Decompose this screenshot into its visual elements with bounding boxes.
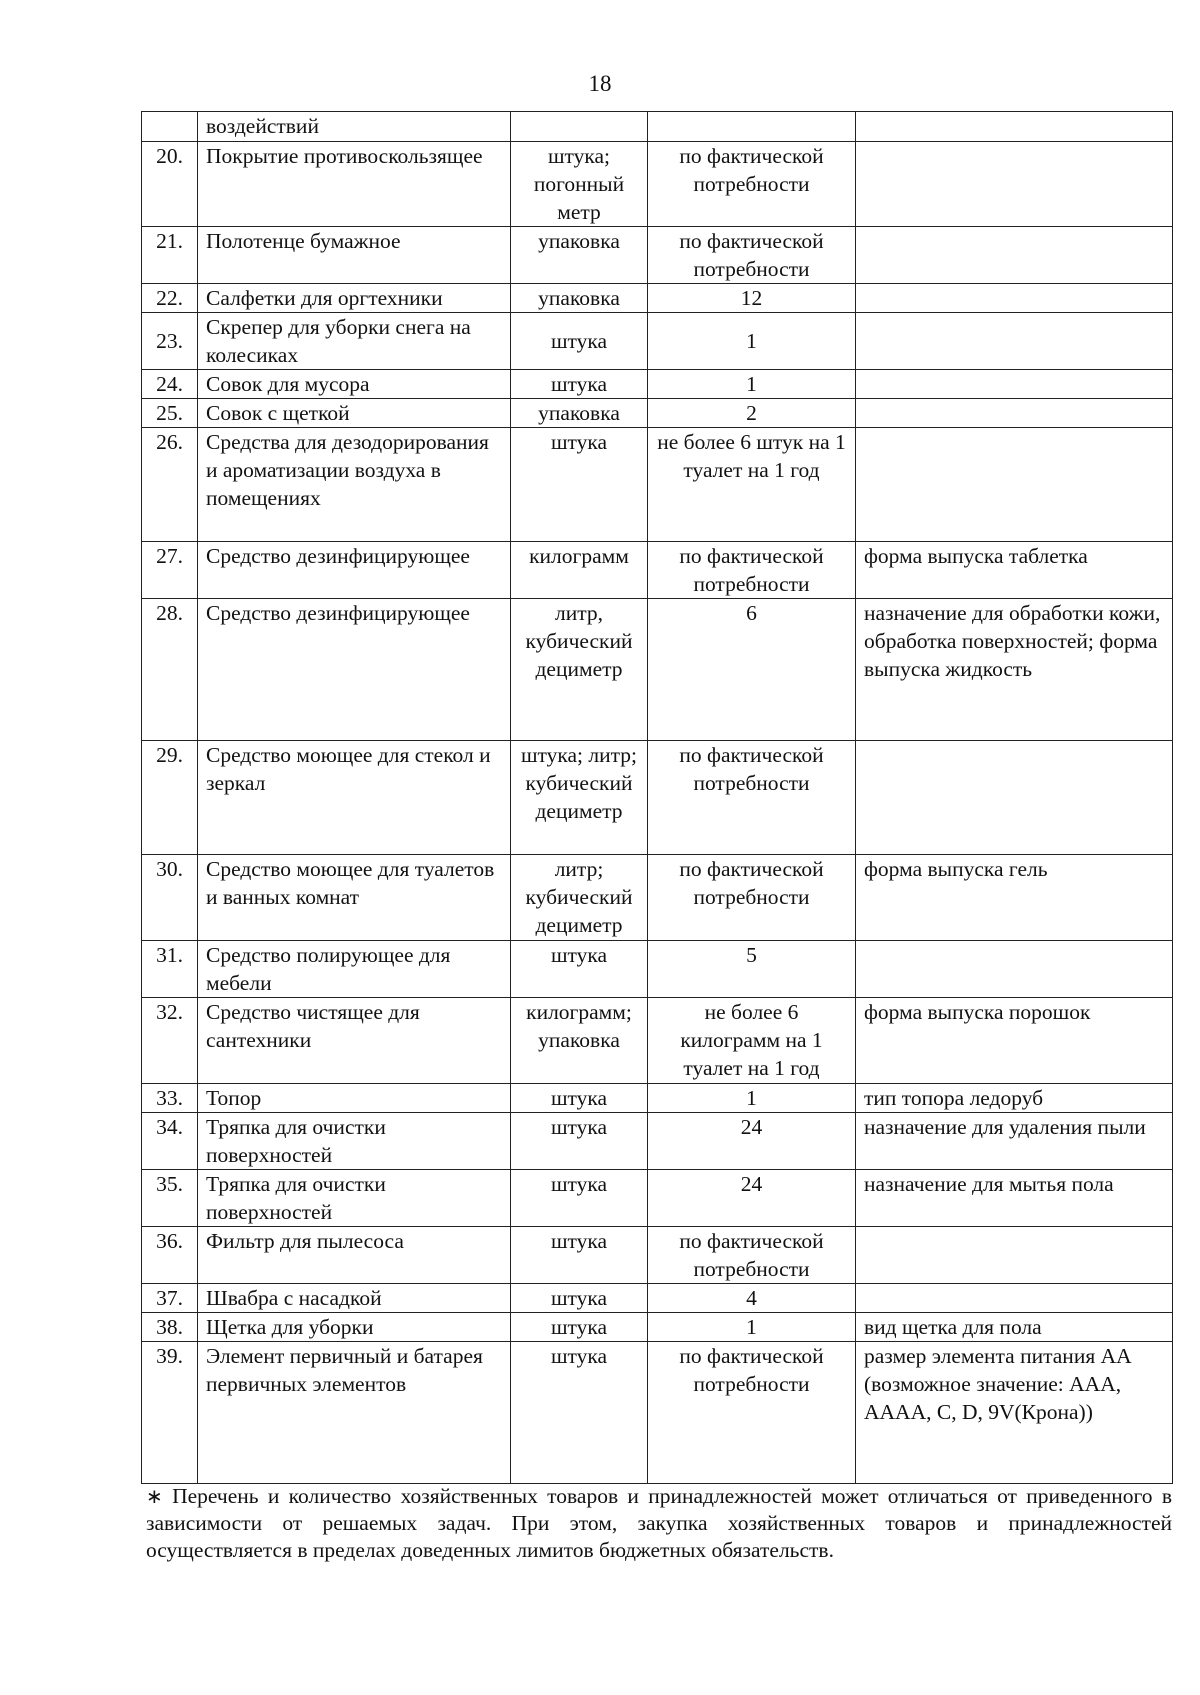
- item-name-cell: Средства для дезодорирования и ароматизации воздуха в помещениях: [198, 428, 511, 542]
- row-number-cell: 38.: [142, 1313, 198, 1342]
- unit-cell: килограмм; упаковка: [511, 998, 648, 1084]
- item-name-cell: Покрытие противоскользящее: [198, 142, 511, 227]
- characteristics-cell: назначение для мытья пола: [856, 1170, 1173, 1227]
- table-row: [142, 370, 1173, 399]
- unit-cell: литр, кубический дециметр: [511, 599, 648, 741]
- item-name-cell: Средство дезинфицирующее: [198, 542, 511, 599]
- unit-cell: штука: [511, 1170, 648, 1227]
- quantity-cell: не более 6 штук на 1 туалет на 1 год: [648, 428, 856, 542]
- unit-cell: штука: [511, 1084, 648, 1113]
- characteristics-cell: вид щетка для пола: [856, 1313, 1173, 1342]
- footnote: [146, 1483, 1172, 1564]
- table-row: [142, 1113, 1173, 1170]
- unit-cell: штука: [511, 428, 648, 542]
- quantity-cell: по фактической потребности: [648, 1342, 856, 1484]
- characteristics-cell: [856, 112, 1173, 142]
- characteristics-cell: [856, 284, 1173, 313]
- table-row: [142, 1342, 1173, 1484]
- quantity-cell: по фактической потребности: [648, 855, 856, 941]
- unit-cell: литр; кубический дециметр: [511, 855, 648, 941]
- table-row: [142, 399, 1173, 428]
- footnote-text: Перечень и количество хозяйственных товаров и принадлежностей может отличаться от приведенного в зависимости от решаемых задач. При этом, закупка хозяйственных товаров и принадлежностей осуществляется в пределах доведенных лимитов бюджетных обязательств.: [146, 1484, 1172, 1562]
- row-number-cell: 31.: [142, 941, 198, 998]
- item-name-cell: Щетка для уборки: [198, 1313, 511, 1342]
- unit-cell: [511, 112, 648, 142]
- item-name-cell: Элемент первичный и батарея первичных элементов: [198, 1342, 511, 1484]
- quantity-cell: по фактической потребности: [648, 142, 856, 227]
- row-number-cell: 27.: [142, 542, 198, 599]
- unit-cell: упаковка: [511, 284, 648, 313]
- table-row: [142, 227, 1173, 284]
- characteristics-cell: [856, 370, 1173, 399]
- characteristics-cell: тип топора ледоруб: [856, 1084, 1173, 1113]
- table-row: [142, 1227, 1173, 1284]
- characteristics-cell: [856, 227, 1173, 284]
- item-name-cell: Швабра с насадкой: [198, 1284, 511, 1313]
- row-number-cell: 21.: [142, 227, 198, 284]
- table-row: [142, 855, 1173, 941]
- table-row: [142, 313, 1173, 370]
- item-name-cell: воздействий: [198, 112, 511, 142]
- unit-cell: упаковка: [511, 227, 648, 284]
- characteristics-cell: форма выпуска порошок: [856, 998, 1173, 1084]
- quantity-cell: 1: [648, 1313, 856, 1342]
- characteristics-cell: [856, 941, 1173, 998]
- item-name-cell: Тряпка для очистки поверхностей: [198, 1170, 511, 1227]
- row-number-cell: 37.: [142, 1284, 198, 1313]
- quantity-cell: 1: [648, 370, 856, 399]
- table-row: [142, 428, 1173, 542]
- characteristics-cell: [856, 313, 1173, 370]
- row-number-cell: 24.: [142, 370, 198, 399]
- item-name-cell: Средство полирующее для мебели: [198, 941, 511, 998]
- item-name-cell: Средство чистящее для сантехники: [198, 998, 511, 1084]
- row-number-cell: 29.: [142, 741, 198, 855]
- row-number-cell: 36.: [142, 1227, 198, 1284]
- row-number-cell: 34.: [142, 1113, 198, 1170]
- quantity-cell: 1: [648, 313, 856, 370]
- unit-cell: упаковка: [511, 399, 648, 428]
- quantity-cell: по фактической потребности: [648, 227, 856, 284]
- characteristics-cell: [856, 1284, 1173, 1313]
- row-number-cell: 32.: [142, 998, 198, 1084]
- item-name-cell: Тряпка для очистки поверхностей: [198, 1113, 511, 1170]
- footnote-asterisk: ∗: [146, 1484, 163, 1508]
- table-row: [142, 599, 1173, 741]
- table-row: [142, 542, 1173, 599]
- table-row: [142, 998, 1173, 1084]
- table-row: [142, 1084, 1173, 1113]
- characteristics-cell: [856, 428, 1173, 542]
- characteristics-cell: [856, 1227, 1173, 1284]
- table-row: [142, 1170, 1173, 1227]
- quantity-cell: 5: [648, 941, 856, 998]
- quantity-cell: по фактической потребности: [648, 542, 856, 599]
- unit-cell: штука: [511, 1284, 648, 1313]
- row-number-cell: 26.: [142, 428, 198, 542]
- quantity-cell: не более 6 килограмм на 1 туалет на 1 год: [648, 998, 856, 1084]
- row-number-cell: 28.: [142, 599, 198, 741]
- item-name-cell: Топор: [198, 1084, 511, 1113]
- unit-cell: штука: [511, 1342, 648, 1484]
- unit-cell: килограмм: [511, 542, 648, 599]
- item-name-cell: Совок для мусора: [198, 370, 511, 399]
- table-row-continuation: [142, 112, 1173, 142]
- quantity-cell: по фактической потребности: [648, 741, 856, 855]
- table-row: [142, 1313, 1173, 1342]
- table-row: [142, 142, 1173, 227]
- characteristics-cell: назначение для удаления пыли: [856, 1113, 1173, 1170]
- row-number-cell: 33.: [142, 1084, 198, 1113]
- page-number: 18: [588, 71, 612, 96]
- quantity-cell: 24: [648, 1113, 856, 1170]
- unit-cell: штука: [511, 313, 648, 370]
- quantity-cell: 1: [648, 1084, 856, 1113]
- quantity-cell: 24: [648, 1170, 856, 1227]
- characteristics-cell: [856, 399, 1173, 428]
- table-row: [142, 941, 1173, 998]
- item-name-cell: Салфетки для оргтехники: [198, 284, 511, 313]
- quantity-cell: по фактической потребности: [648, 1227, 856, 1284]
- item-name-cell: Фильтр для пылесоса: [198, 1227, 511, 1284]
- item-name-cell: Полотенце бумажное: [198, 227, 511, 284]
- item-name-cell: Средство моющее для туалетов и ванных комнат: [198, 855, 511, 941]
- characteristics-cell: размер элемента питания АА (возможное значение: ААА, АААА, С, D, 9V(Крона)): [856, 1342, 1173, 1484]
- quantity-cell: 12: [648, 284, 856, 313]
- item-name-cell: Средство дезинфицирующее: [198, 599, 511, 741]
- row-number-cell: 25.: [142, 399, 198, 428]
- unit-cell: штука: [511, 1113, 648, 1170]
- row-number-cell: [142, 112, 198, 142]
- item-name-cell: Совок с щеткой: [198, 399, 511, 428]
- characteristics-cell: форма выпуска таблетка: [856, 542, 1173, 599]
- items-table: [141, 111, 1173, 1484]
- row-number-cell: 35.: [142, 1170, 198, 1227]
- unit-cell: штука: [511, 370, 648, 399]
- row-number-cell: 30.: [142, 855, 198, 941]
- unit-cell: штука: [511, 941, 648, 998]
- quantity-cell: [648, 112, 856, 142]
- unit-cell: штука: [511, 1227, 648, 1284]
- table-row: [142, 741, 1173, 855]
- quantity-cell: 4: [648, 1284, 856, 1313]
- quantity-cell: 2: [648, 399, 856, 428]
- unit-cell: штука; литр; кубический дециметр: [511, 741, 648, 855]
- characteristics-cell: [856, 741, 1173, 855]
- row-number-cell: 39.: [142, 1342, 198, 1484]
- unit-cell: штука; погонный метр: [511, 142, 648, 227]
- table-row: [142, 284, 1173, 313]
- row-number-cell: 20.: [142, 142, 198, 227]
- table-row: [142, 1284, 1173, 1313]
- item-name-cell: Средство моющее для стекол и зеркал: [198, 741, 511, 855]
- characteristics-cell: назначение для обработки кожи, обработка поверхностей; форма выпуска жидкость: [856, 599, 1173, 741]
- characteristics-cell: [856, 142, 1173, 227]
- quantity-cell: 6: [648, 599, 856, 741]
- characteristics-cell: форма выпуска гель: [856, 855, 1173, 941]
- unit-cell: штука: [511, 1313, 648, 1342]
- row-number-cell: 22.: [142, 284, 198, 313]
- item-name-cell: Скрепер для уборки снега на колесиках: [198, 313, 511, 370]
- row-number-cell: 23.: [142, 313, 198, 370]
